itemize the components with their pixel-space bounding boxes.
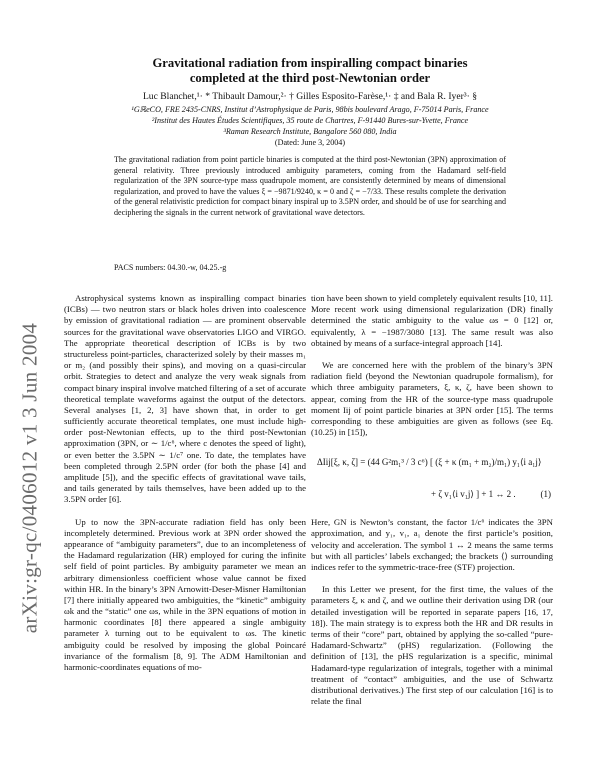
body-column-right bbox=[311, 293, 553, 707]
title-line-2: completed at the third post-Newtonian order bbox=[189, 71, 431, 85]
affiliation-3: ³Raman Research Institute, Bangalore 560 080, India bbox=[223, 127, 397, 136]
equation-line-1: ΔIij[ξ, κ, ζ] = (44 G²m₁³ / 3 c⁶) [ (ξ + κ (m₁ + m₂)/m₁) y₁⟨i a₁j⟩ bbox=[317, 457, 542, 468]
body-column-left bbox=[64, 293, 306, 673]
affiliation-2: ²Institut des Hautes Études Scientifiques, 35 route de Chartres, F-91440 Bures-sur-Yvette, France bbox=[151, 116, 469, 125]
paragraph: tion have been shown to yield completely equivalent results [10, 11]. More recent work using dimensional regularization (DR) finally determined the static ambiguity to the value ωs = 0 [12] or, equivalently, λ = −1987/3080 [13]. The same result was also obtained by means of a surface-integral approach [14]. bbox=[311, 293, 553, 348]
pacs-numbers: PACS numbers: 04.30.-w, 04.25.-g bbox=[114, 263, 227, 272]
equation-1 bbox=[311, 445, 553, 509]
equation-line-2: + ζ v₁⟨i v₁j⟩ ] + 1 ↔ 2 . bbox=[431, 489, 516, 500]
arxiv-identifier: arXiv:gr-qc/0406012 v1 3 Jun 2004 bbox=[17, 322, 42, 634]
arxiv-sidebar bbox=[0, 268, 60, 688]
date-line: (Dated: June 3, 2004) bbox=[274, 138, 346, 147]
equation-number: (1) bbox=[540, 489, 551, 500]
abstract: The gravitational radiation from point particle binaries is computed at the third post-Newtonian (3PN) approximation of general relativity. Three previously introduced ambiguity parameters, coming from the Hadamard self-field regularization of the 3PN source-type mass quadrupole moment, are consistently determined by means of dimensional regularization, and proved to have the values ξ = −9871/9240, κ = 0 and ζ = −7/33. These results complete the derivation of the general relativistic prediction for compact binary inspiral up to 3.5PN order, and should be of use for searching and deciphering the signals in the current network of gravitational wave detectors. bbox=[114, 155, 506, 217]
paragraph: Here, GN is Newton’s constant, the factor 1/c⁶ indicates the 3PN approximation, and y₁, v₁, a₁ denote the first particle’s position, velocity and acceleration. The symbol 1 ↔ 2 means the same terms but with all particles’ labels exchanged; the brackets ⟨⟩ surrounding indices refer to the symmetric-trace-free (STF) projection. bbox=[311, 517, 553, 572]
affiliations bbox=[80, 104, 540, 137]
paragraph: Up to now the 3PN-accurate radiation field has only been incompletely determined. Previous work at 3PN order showed the appearance of “ambiguity parameters”, due to an incompleteness of the Hadamard regularization (HR) employed for curing the infinite self field of point particles. By ambiguity parameter we mean an arbitrary dimensionless coefficient whose value cannot be fixed within HR. In the binary’s 3PN Arnowitt-Deser-Misner Hamiltonian [7] there initially appeared two ambiguities, the “kinetic” ambiguity ωk and the “static” one ωs, while in the 3PN equations of motion in harmonic coordinates [8] there appeared a single ambiguity parameter λ turning out to be equivalent to ωs. The kinetic ambiguity could be resolved by imposing the global Poincaré invariance of the formalism [8, 9]. The ADM Hamiltonian and harmonic-coordinates equations of mo- bbox=[64, 516, 306, 672]
paragraph: In this Letter we present, for the first time, the values of the parameters ξ, κ and ζ, and we outline their derivation using DR (our detailed investigation will be reported in separate papers [16, 17, 18]). The main strategy is to express both the HR and DR results in terms of their “core” part, obtained by applying the so-called “pure-Hadamard-Schwartz” (pHS) regularization. (Following the definition of [13], the pHS regularization is a specific, minimal Hadamard-type regularization of integrals, together with a minimal treatment of “contact” ambiguities, and the use of Schwartz distributional derivatives.) The first step of our calculation [16] is to relate the final bbox=[311, 584, 553, 707]
paragraph: Astrophysical systems known as inspiralling compact binaries (ICBs) — two neutron stars or black holes driven into coalescence by emission of gravitational radiation — are prominent observable sources for the gravitational wave observatories LIGO and VIRGO. The appropriate theoretical description of ICBs is by two structureless point-particles, characterized solely by their masses m₁ or m₂ (and possibly their spins), and moving on a quasi-circular orbit. Strategies to detect and analyze the very weak signals from compact binary inspiral involve matched filtering of a set of accurate theoretical template waveforms against the output of the detectors. Several analyses [1, 2, 3] have shown that, in order to get sufficiently accurate theoretical templates, one must include high-order post-Newtonian effects, up to the third post-Newtonian approximation (3PN, or ∼ 1/c⁶, where c denotes the speed of light), or even better the 3.5PN ∼ 1/c⁷ one. To date, the templates have been completed through 2.5PN order (for both the phase [4] and amplitude [5]), and the specific effects of gravitational wave tails, and tails generated by tails themselves, have been added up to the 3.5PN order [6]. bbox=[64, 293, 306, 505]
author-list: Luc Blanchet,¹· * Thibault Damour,²· † Gilles Esposito-Farèse,¹· ‡ and Bala R. Iyer³· § bbox=[142, 91, 478, 102]
paragraph: We are concerned here with the problem of the binary’s 3PN radiation field (beyond the Newtonian quadrupole formalism), for which three ambiguity parameters, ξ, κ, ζ, have been shown to appear, coming from the HR of the source-type mass quadrupole moment Iij of point particle binaries at 3PN order [15]. The terms corresponding to these ambiguities are given as follows (see Eq. (10.25) in [15]), bbox=[311, 359, 553, 438]
title-line-1: Gravitational radiation from inspiralling compact binaries bbox=[152, 56, 468, 70]
paper-title bbox=[100, 56, 520, 86]
affiliation-1: ¹GℝeCO, FRE 2435-CNRS, Institut d’Astrophysique de Paris, 98bis boulevard Arago, F-75014 Paris, France bbox=[131, 105, 489, 114]
